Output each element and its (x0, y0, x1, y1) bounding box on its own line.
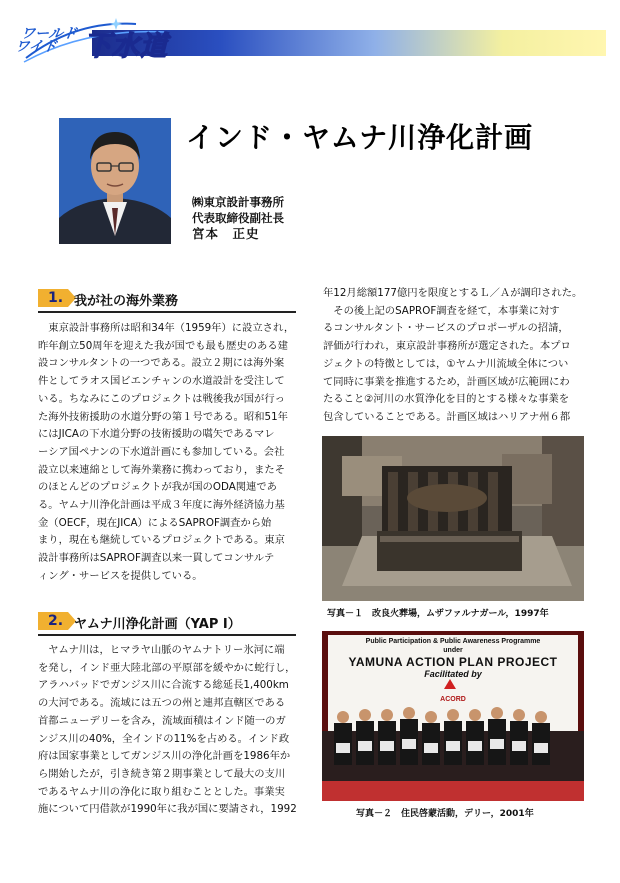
body-line: 昨年創立50周年を迎えた我が国でも最も歴史のある建 (38, 339, 288, 352)
author-portrait (59, 118, 171, 244)
author-role: 代表取締役副社長 (192, 211, 284, 225)
body-line: ら開始したが，引き続き第２期事業として最大の支川 (38, 767, 286, 780)
body-line: 設コンサルタントの一つである。設立２期には海外案 (38, 357, 285, 370)
banner-line: Facilitated by (424, 669, 482, 679)
author-block (192, 194, 284, 242)
body-line: 施について円借款が1990年に我が国に要請され，1992 (38, 803, 297, 816)
body-line: 府は国家事業としてガンジス川の浄化計画を1986年か (38, 750, 291, 763)
section-2-title: ヤムナ川浄化計画（YAP Ⅰ） (74, 617, 241, 632)
body-line: ヤムナ川は，ヒマラヤ山脈のヤムナトリー氷河に端 (38, 644, 285, 656)
body-line: 東京設計事務所は昭和34年（1959年）に設立され， (38, 322, 295, 334)
author-company: ㈱東京設計事務所 (192, 195, 284, 209)
body-line: 年12月総額177億円を限度とするＬ／Ａが調印された。 (323, 287, 583, 299)
section-2-body (38, 642, 300, 819)
section-2-heading (38, 610, 296, 636)
photo-2-caption: 写真－２ 住民啓蒙活動，デリー，2001年 (356, 809, 534, 819)
logo-small-text: ワールド ワイド (14, 26, 78, 55)
body-line: 設立以来連綿として海外業務に携わっており，またそ (38, 463, 286, 476)
body-line: 評価が行われ，東京設計事務所が選定された。本プロ (323, 340, 571, 353)
body-line: 首都ニューデリーを含み，流域面積はインド随一のガ (38, 714, 286, 727)
author-name: 宮本 正史 (192, 226, 260, 241)
body-line: の大河である。流域には五つの州と連邦直轄区である (38, 697, 286, 710)
body-line: るコンサルタント・サービスのプロポーザルの招請， (323, 322, 569, 335)
body-line: 件としてラオス国ビエンチャンの水道設計を受注して (38, 375, 285, 388)
body-line: を発し，インド亜大陸北部の平原部を緩やかに蛇行し， (38, 661, 296, 674)
body-line: にはJICAの下水道分野の技術援助の嚆矢であるマレ (38, 428, 275, 441)
banner-logo-text: ACORD (440, 696, 466, 703)
body-line: まり，現在も継続しているプロジェクトである。東京 (38, 534, 285, 547)
body-line: ジェクトの特徴としては，①ヤムナ川流域全体につい (323, 357, 569, 370)
logo-big-text: 下水道 (84, 31, 168, 62)
body-line: て同時に事業を推進するため，計画区域が広範囲にわ (323, 375, 570, 388)
header-banner (14, 16, 606, 66)
section-1-title: 我が社の海外業務 (74, 294, 179, 309)
body-line: 金（OECF，現在JICA）によるSAPROF調査から始 (38, 516, 272, 529)
body-line: であるヤムナ川の浄化に取り組むこととした。事業実 (38, 785, 285, 798)
body-line: アラハバッドでガンジス川に合流する総延長1,400km (38, 679, 289, 692)
body-line: ーシア国ペナンの下水道計画にも参加している。会社 (38, 445, 285, 458)
banner-line: Public Participation & Public Awareness Programme (365, 638, 541, 645)
section-1-body (38, 320, 300, 586)
photo-2-banner-text (328, 637, 578, 704)
article-title: インド・ヤムナ川浄化計画 (186, 121, 534, 154)
body-line: たること②河川の水質浄化を目的とする様々な事業を (323, 393, 570, 406)
photo-crematorium (322, 436, 584, 601)
section-1-heading (38, 287, 296, 313)
body-line: ンジス川の40%，全インドの11%を占める。インド政 (38, 732, 290, 745)
banner-line: YAMUNA ACTION PLAN PROJECT (348, 655, 558, 669)
body-line: のほとんどのプロジェクトが我が国のODA関連であ (38, 481, 277, 494)
body-line: る。ヤムナ川浄化計画は平成３年度に海外経済協力基 (38, 499, 285, 512)
body-line: ィング・サービスを提供している。 (38, 569, 203, 582)
photo-1-caption: 写真－１ 改良火葬場，ムザファルナガール，1997年 (327, 609, 549, 619)
section-2-number: 2. (38, 612, 68, 630)
body-line: 設計事務所はSAPROF調査以来一貫してコンサルテ (38, 552, 275, 565)
body-line: 包含していることである。計画区域はハリアナ州６都 (323, 410, 571, 423)
body-line: その後上記のSAPROF調査を経て，本事業に対す (323, 304, 560, 317)
world-wide-sewer-logo (16, 18, 196, 64)
photo-public-awareness (322, 631, 584, 801)
body-line: いる。ちなみにこのプロジェクトは戦後我が国が行っ (38, 392, 285, 405)
body-line: た海外技術援助の水道分野の第１号である。昭和51年 (38, 410, 288, 423)
section-1-number: 1. (38, 289, 68, 307)
right-column-body (323, 285, 585, 427)
banner-line: under (443, 647, 463, 654)
